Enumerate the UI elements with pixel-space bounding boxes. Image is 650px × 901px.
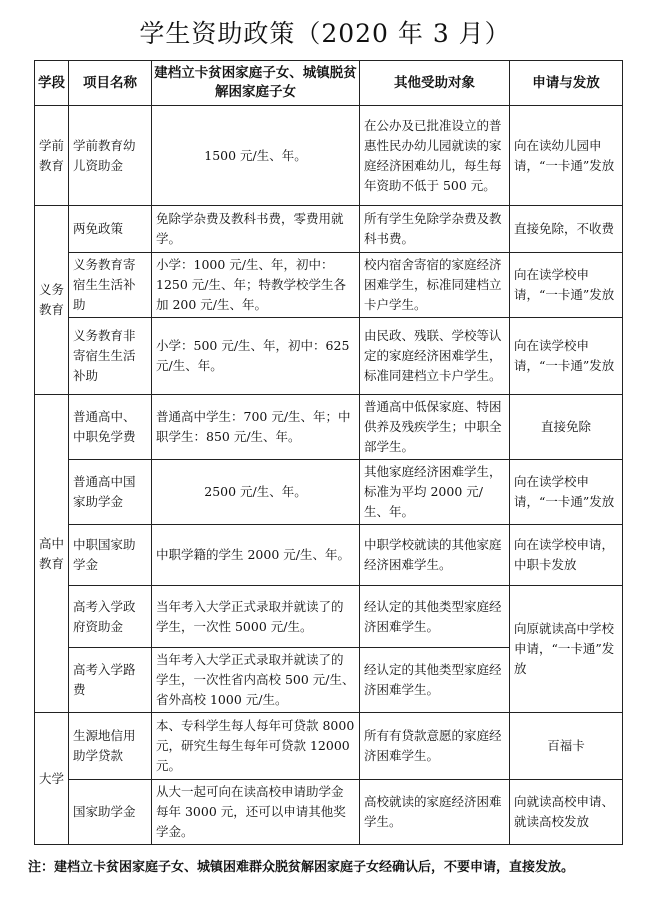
apply-cell: 向原就读高中学校申请，“一卡通”发放 — [510, 586, 623, 713]
apply-cell: 百福卡 — [510, 713, 623, 780]
other-cell: 其他家庭经济困难学生，标准为平均 2000 元/生、年。 — [360, 460, 510, 525]
apply-cell: 向在读学校申请，“一卡通”发放 — [510, 318, 623, 395]
stage-university: 大学 — [35, 713, 69, 845]
poor-cell: 中职学籍的学生 2000 元/生、年。 — [152, 525, 360, 586]
other-cell: 普通高中低保家庭、特困供养及残疾学生；中职全部学生。 — [360, 395, 510, 460]
poor-cell: 免除学杂费及教科书费，零费用就学。 — [152, 206, 360, 253]
table-row — [35, 106, 623, 206]
item-cell: 生源地信用助学贷款 — [69, 713, 152, 780]
table-row — [35, 713, 623, 780]
stage-preschool: 学前教育 — [35, 106, 69, 206]
poor-cell: 本、专科学生每人每年可贷款 8000 元，研究生每生每年可贷款 12000 元。 — [152, 713, 360, 780]
header-other: 其他受助对象 — [360, 61, 510, 106]
table-row — [35, 460, 623, 525]
header-apply: 申请与发放 — [510, 61, 623, 106]
other-cell: 中职学校就读的其他家庭经济困难学生。 — [360, 525, 510, 586]
header-row — [35, 61, 623, 106]
apply-cell: 直接免除，不收费 — [510, 206, 623, 253]
apply-cell: 向在读幼儿园申请，“一卡通”发放 — [510, 106, 623, 206]
other-cell: 经认定的其他类型家庭经济困难学生。 — [360, 586, 510, 648]
header-item: 项目名称 — [69, 61, 152, 106]
item-cell: 普通高中、中职免学费 — [69, 395, 152, 460]
policy-table — [34, 60, 623, 845]
poor-cell: 从大一起可向在读高校申请助学金每年 3000 元，还可以申请其他奖学金。 — [152, 780, 360, 845]
header-poor: 建档立卡贫困家庭子女、城镇脱贫解困家庭子女 — [152, 61, 360, 106]
apply-cell: 向就读高校申请、就读高校发放 — [510, 780, 623, 845]
other-cell: 经认定的其他类型家庭经济困难学生。 — [360, 648, 510, 713]
poor-cell: 1500 元/生、年。 — [152, 106, 360, 206]
other-cell: 所有有贷款意愿的家庭经济困难学生。 — [360, 713, 510, 780]
item-cell: 义务教育寄宿生生活补助 — [69, 253, 152, 318]
other-cell: 在公办及已批准设立的普惠性民办幼儿园就读的家庭经济困难幼儿，每生每年资助不低于 500 元。 — [360, 106, 510, 206]
stage-high: 高中教育 — [35, 395, 69, 713]
apply-cell: 向在读学校申请，“一卡通”发放 — [510, 460, 623, 525]
header-stage: 学段 — [35, 61, 69, 106]
footnote: 注：建档立卡贫困家庭子女、城镇困难群众脱贫解困家庭子女经确认后，不要申请，直接发放。 — [28, 860, 575, 875]
item-cell: 两免政策 — [69, 206, 152, 253]
poor-cell: 2500 元/生、年。 — [152, 460, 360, 525]
item-cell: 义务教育非寄宿生生活补助 — [69, 318, 152, 395]
other-cell: 所有学生免除学杂费及教科书费。 — [360, 206, 510, 253]
table-row — [35, 586, 623, 648]
item-cell: 国家助学金 — [69, 780, 152, 845]
table-row — [35, 206, 623, 253]
poor-cell: 当年考入大学正式录取并就读了的学生，一次性 5000 元/生。 — [152, 586, 360, 648]
page-title: 学生资助政策（2020 年 3 月） — [139, 19, 511, 48]
table-row — [35, 253, 623, 318]
poor-cell: 当年考入大学正式录取并就读了的学生，一次性省内高校 500 元/生、省外高校 1000 元/生。 — [152, 648, 360, 713]
stage-compulsory: 义务教育 — [35, 206, 69, 395]
poor-cell: 小学：500 元/生、年，初中：625 元/生、年。 — [152, 318, 360, 395]
poor-cell: 普通高中学生：700 元/生、年；中职学生：850 元/生、年。 — [152, 395, 360, 460]
other-cell: 由民政、残联、学校等认定的家庭经济困难学生，标准同建档立卡户学生。 — [360, 318, 510, 395]
item-cell: 高考入学路费 — [69, 648, 152, 713]
table-row — [35, 780, 623, 845]
poor-cell: 小学：1000 元/生、年，初中：1250 元/生、年；特教学校学生各加 200 元/生、年。 — [152, 253, 360, 318]
item-cell: 普通高中国家助学金 — [69, 460, 152, 525]
item-cell: 高考入学政府资助金 — [69, 586, 152, 648]
table-row — [35, 395, 623, 460]
other-cell: 校内宿舍寄宿的家庭经济困难学生，标准同建档立卡户学生。 — [360, 253, 510, 318]
apply-cell: 向在读学校申请，“一卡通”发放 — [510, 253, 623, 318]
other-cell: 高校就读的家庭经济困难学生。 — [360, 780, 510, 845]
table-row — [35, 318, 623, 395]
table-row — [35, 525, 623, 586]
item-cell: 中职国家助学金 — [69, 525, 152, 586]
apply-cell: 向在读学校申请，中职卡发放 — [510, 525, 623, 586]
item-cell: 学前教育幼儿资助金 — [69, 106, 152, 206]
apply-cell: 直接免除 — [510, 395, 623, 460]
